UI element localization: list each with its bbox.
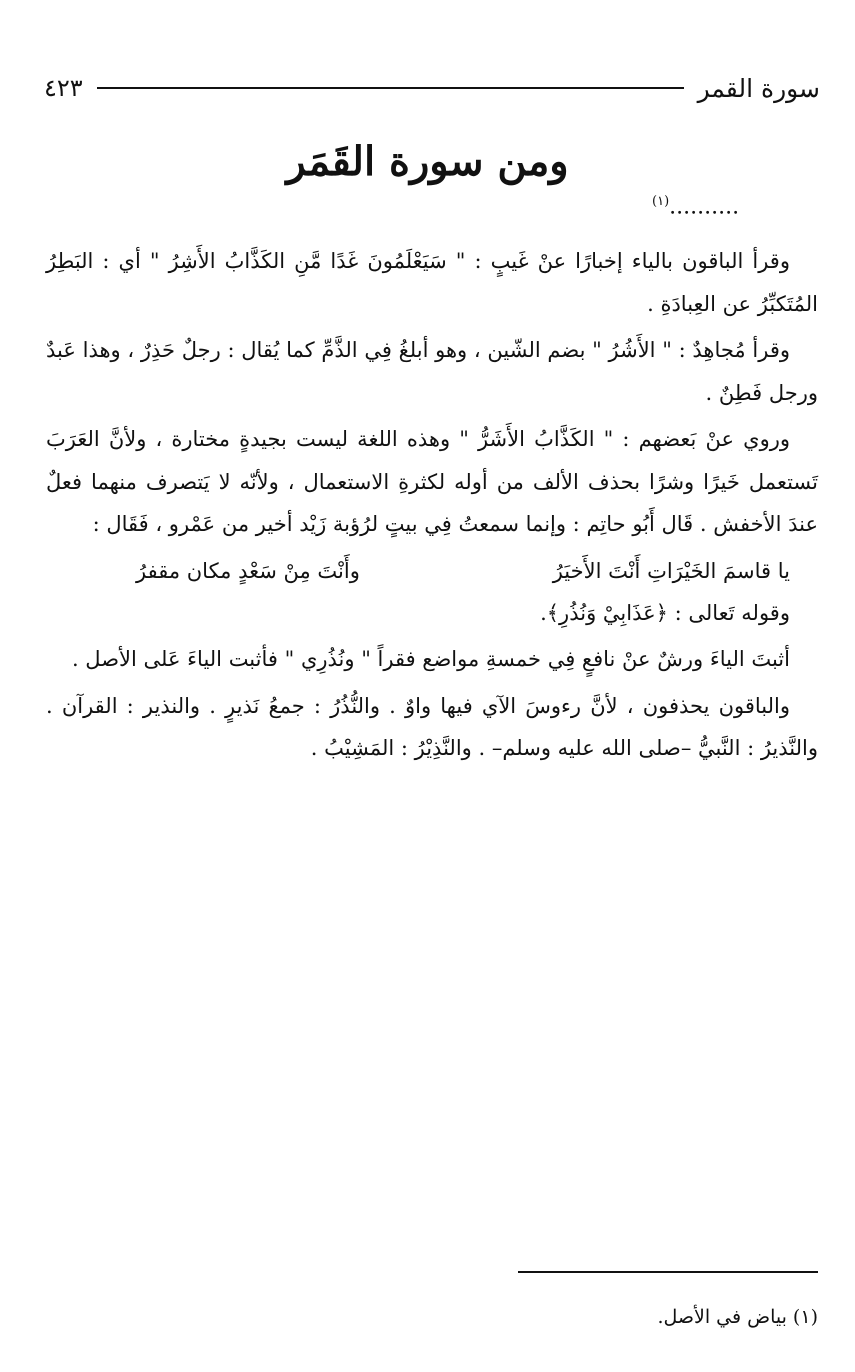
lacuna-dots: .......... [669,194,740,220]
paragraph-5: أثبتَ الياءَ ورشٌ عنْ نافعٍ فِي خمسةِ مواضع فقراً " ونُذُرِي " فأثبت الياءَ عَلى الأصل . [71,647,790,671]
surah-header-title: سورة القمر [697,73,820,103]
footnote: (١) بياض في الأصل. [657,1306,818,1328]
verse-right-hemistich: يا قاسمَ الخَيْرَاتِ أَنْتَ الأَخيَرُ [552,558,790,583]
poetry-verse [46,550,818,592]
paragraph-2: وقرأ مُجاهِدٌ : " الأَشُرُ " بضم الشّين ، وهو أبلغُ فِي الذَّمِّ كما يُقال : رجلٌ حَذِرٌ ، وهذا عَبدٌ ورجل فَطِنٌ . [46,338,818,405]
running-header [44,68,820,108]
chapter-title: ومن سورة القَمَر [286,138,569,185]
lacuna-marker [652,194,739,219]
body-text [46,240,818,774]
paragraph-4: وقوله تَعالى : ﴿عَذَابِيْ وَنُذُرِ﴾. [540,600,790,625]
header-rule [97,87,684,89]
footnote-reference: (١) [652,194,670,209]
footnote-rule [518,1271,818,1273]
paragraph-1: وقرأ الباقون بالياء إخبارًا عنْ غَيبٍ : " سَيَعْلَمُونَ غَدًا مَّنِ الكَذَّابُ الأَشِرُ " أي : البَطِرُ المُتَكبِّرُ عن العِبادَةِ . [46,249,818,316]
page-number: ٤٢٣ [44,74,83,102]
paragraph-3: وروي عنْ بَعضهم : " الكَذَّابُ الأَشَرُّ " وهذه اللغة ليست بجيدةٍ مختارة ، ولأنَّ العَرَبَ تَستعمل خَيرًا وشرًا بحذف الألف من أوله لكثرةِ الاستعمال ، ولأنّه لا يَتصرف منهما فعلٌ عندَ الأخفش . قَال أَبُو حاتِم : وإنما سمعتُ فِي بيتٍ لرُؤبة زَيْد أخير من عَمْرو ، فَقَال : [46,427,818,536]
verse-left-hemistich: وأَنْتَ مِنْ سَعْدٍ مكان مقفرُ [136,558,360,583]
paragraph-6: والباقون يحذفون ، لأنَّ رءوسَ الآي فيها واوٌ . والنُّذُرُ : جمعُ نَذيرٍ . والنذير : القرآن . والنَّذيرُ : النَّبيُّ –صلى الله عليه وسلم– . والنَّذِيْرُ : المَشِيْبُ . [46,693,818,760]
